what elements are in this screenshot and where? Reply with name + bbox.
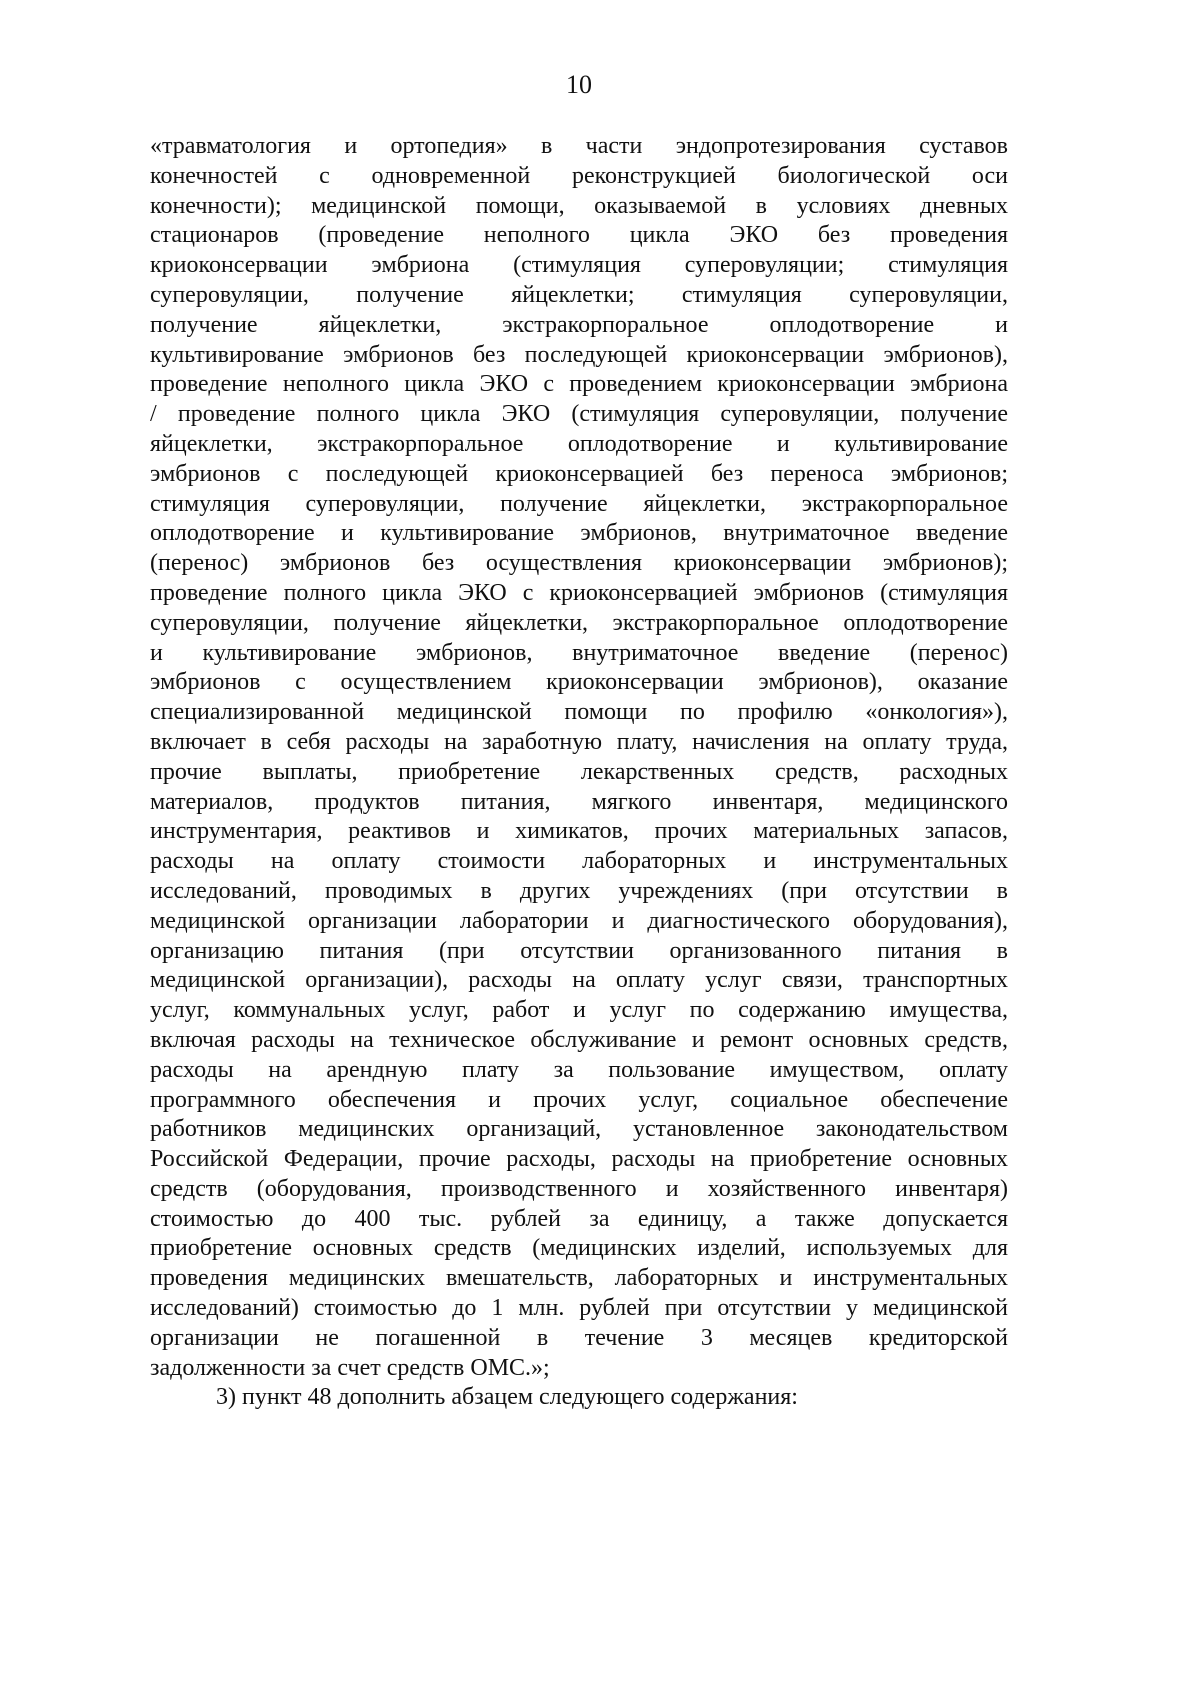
page-number: 10 — [566, 70, 592, 99]
text-line: оплодотворение и культивирование эмбрионов, внутриматочное введение — [150, 520, 1008, 547]
document-body — [150, 132, 1008, 1413]
text-line: культивирование эмбрионов без последующей криоконсервации эмбрионов), — [150, 341, 1008, 368]
text-line: медицинской организации лаборатории и диагностического оборудования), — [150, 907, 1008, 934]
text-line: задолженности за счет средств ОМС.»; — [150, 1354, 550, 1381]
text-line: стимуляция суперовуляции, получение яйцеклетки, экстракорпоральное — [150, 490, 1008, 517]
text-line: криоконсервации эмбриона (стимуляция суперовуляции; стимуляция — [150, 252, 1008, 279]
text-line: суперовуляции, получение яйцеклетки; стимуляция суперовуляции, — [150, 281, 1008, 308]
text-line: проведение полного цикла ЭКО с криоконсервацией эмбрионов (стимуляция — [150, 579, 1008, 606]
text-line: исследований) стоимостью до 1 млн. рублей при отсутствии у медицинской — [150, 1295, 1008, 1322]
text-line: включает в себя расходы на заработную плату, начисления на оплату труда, — [150, 728, 1008, 755]
text-line: конечностей с одновременной реконструкцией биологической оси — [150, 162, 1008, 189]
text-line: проведение неполного цикла ЭКО с проведением криоконсервации эмбриона — [150, 371, 1008, 398]
text-line: расходы на арендную плату за пользование имуществом, оплату — [150, 1056, 1008, 1083]
text-line: и культивирование эмбрионов, внутриматочное введение (перенос) — [150, 639, 1008, 666]
text-line: / проведение полного цикла ЭКО (стимуляция суперовуляции, получение — [150, 401, 1008, 428]
text-line: включая расходы на техническое обслуживание и ремонт основных средств, — [150, 1026, 1008, 1053]
text-line: яйцеклетки, экстракорпоральное оплодотворение и культивирование — [150, 430, 1008, 457]
text-line: услуг, коммунальных услуг, работ и услуг по содержанию имущества, — [150, 997, 1008, 1024]
text-line: организацию питания (при отсутствии организованного питания в — [150, 937, 1008, 964]
paragraph-continuation — [150, 132, 1008, 1383]
text-line: расходы на оплату стоимости лабораторных и инструментальных — [150, 848, 1008, 875]
text-line: стационаров (проведение неполного цикла ЭКО без проведения — [150, 222, 1008, 249]
text-line: исследований, проводимых в других учреждениях (при отсутствии в — [150, 877, 1008, 904]
text-line: стоимостью до 400 тыс. рублей за единицу, а также допускается — [150, 1205, 1008, 1232]
text-line: эмбрионов с осуществлением криоконсервации эмбрионов), оказание — [150, 669, 1008, 696]
text-line: работников медицинских организаций, установленное законодательством — [150, 1116, 1008, 1143]
list-item-3: 3) пункт 48 дополнить абзацем следующего содержания: — [216, 1384, 798, 1411]
text-line: «травматология и ортопедия» в части эндопротезирования суставов — [150, 133, 1008, 159]
text-line: медицинской организации), расходы на оплату услуг связи, транспортных — [150, 967, 1008, 994]
text-line: средств (оборудования, производственного и хозяйственного инвентаря) — [150, 1175, 1008, 1202]
text-line: (перенос) эмбрионов без осуществления криоконсервации эмбрионов); — [150, 550, 1008, 577]
text-line: суперовуляции, получение яйцеклетки, экстракорпоральное оплодотворение — [150, 609, 1008, 636]
text-line: материалов, продуктов питания, мягкого инвентаря, медицинского — [150, 788, 1008, 815]
text-line: получение яйцеклетки, экстракорпоральное оплодотворение и — [150, 311, 1008, 338]
text-line: прочие выплаты, приобретение лекарственных средств, расходных — [150, 758, 1008, 785]
text-line: организации не погашенной в течение 3 месяцев кредиторской — [150, 1324, 1008, 1351]
text-line: эмбрионов с последующей криоконсервацией без переноса эмбрионов; — [150, 460, 1008, 487]
text-line: программного обеспечения и прочих услуг, социальное обеспечение — [150, 1086, 1008, 1113]
text-line: приобретение основных средств (медицинских изделий, используемых для — [150, 1235, 1008, 1262]
text-line: инструментария, реактивов и химикатов, прочих материальных запасов, — [150, 818, 1008, 845]
text-line: конечности); медицинской помощи, оказываемой в условиях дневных — [150, 192, 1008, 219]
text-line: специализированной медицинской помощи по профилю «онкология»), — [150, 699, 1008, 726]
text-line: Российской Федерации, прочие расходы, расходы на приобретение основных — [150, 1146, 1008, 1173]
text-line: проведения медицинских вмешательств, лабораторных и инструментальных — [150, 1265, 1008, 1292]
